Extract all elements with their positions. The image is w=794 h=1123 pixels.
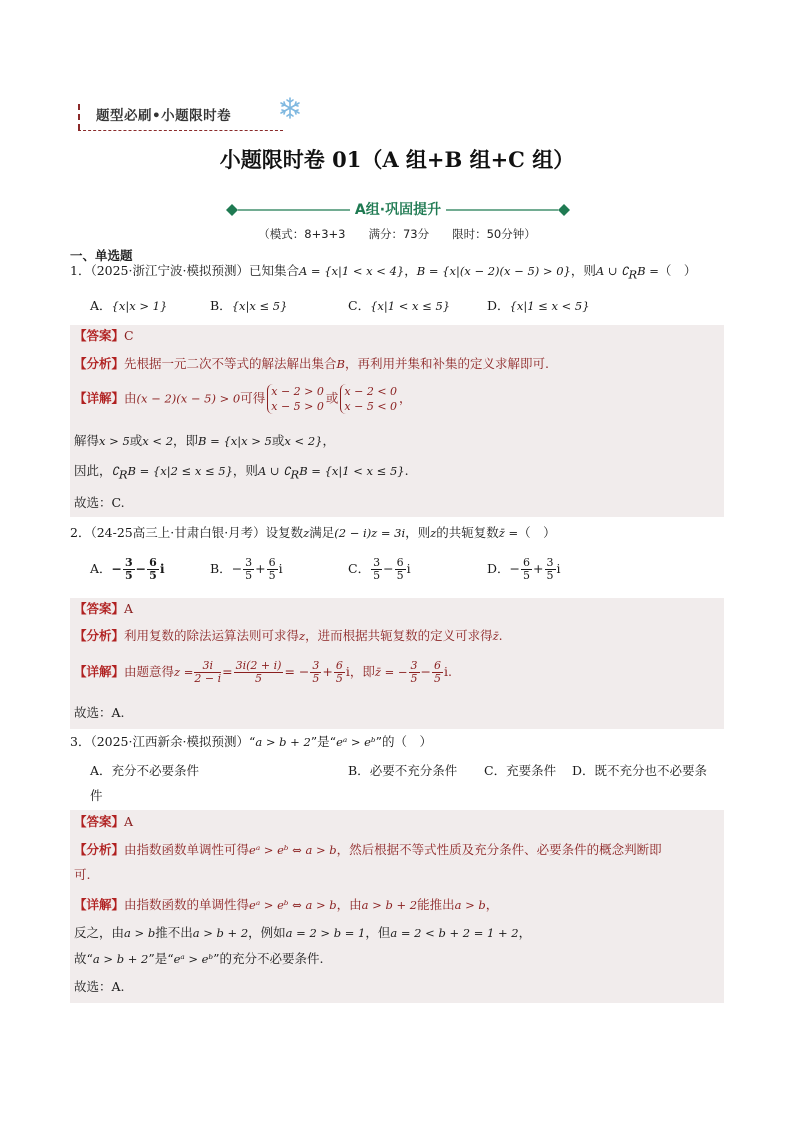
detail-op: = − xyxy=(284,664,310,679)
option-letter: C． xyxy=(348,298,371,313)
q1-union: A ∪ ∁ xyxy=(595,264,629,278)
option-op: + xyxy=(255,561,266,576)
frac-den: 5 xyxy=(523,569,531,582)
option-sign: − xyxy=(231,561,243,576)
detail-fraction xyxy=(194,660,221,685)
analysis-math2: z̄ xyxy=(492,629,499,643)
detail-math: (x − 2)(x − 5) > 0 xyxy=(136,391,241,406)
option-text: {x|1 < x ≤ 5} xyxy=(370,299,451,313)
q2-math: z xyxy=(430,526,437,540)
system-2-bottom: x − 5 < 0 xyxy=(344,400,398,413)
option-text: {x|x > 1} xyxy=(111,299,168,313)
detail-op: − xyxy=(420,664,431,679)
detail-math: eᵃ > eᵇ xyxy=(173,952,214,966)
q3-option-b[interactable] xyxy=(348,761,457,779)
detail-fraction xyxy=(432,660,443,685)
option-fraction xyxy=(395,557,406,582)
detail-math: B = {x|1 < x ≤ 5} xyxy=(299,464,405,478)
analysis-tag: 【分析】 xyxy=(74,842,125,857)
frac-num: 6 xyxy=(335,659,343,672)
q1-option-a[interactable] xyxy=(90,296,167,314)
detail-text: 由指数函数的单调性得 xyxy=(124,897,250,912)
q2-paren: （ ） xyxy=(518,525,556,540)
option-text: 充分不必要条件 xyxy=(111,763,200,778)
detail-text: 解得 xyxy=(74,433,100,448)
system-1 xyxy=(267,384,324,414)
q3-answer xyxy=(74,813,133,831)
q2-text: 的共轭复数 xyxy=(436,525,499,540)
option-letter: C． xyxy=(348,561,371,576)
q1-analysis xyxy=(74,355,549,373)
option-sign: − xyxy=(111,561,123,576)
frac-den: 5 xyxy=(125,569,133,582)
option-text: 件 xyxy=(90,788,103,803)
question-3-stem xyxy=(70,733,730,751)
section-title: 一、单选题 xyxy=(70,248,133,263)
option-text: {x|x ≤ 5} xyxy=(231,299,288,313)
frac-num: 6 xyxy=(523,556,531,569)
q3-stem-text: 3．（2025·江西新余·模拟预测）“ xyxy=(70,734,256,749)
detail-text: 能推出 xyxy=(417,897,455,912)
detail-math: x < 2 xyxy=(142,434,174,448)
q2-text: ，则 xyxy=(405,525,431,540)
detail-math: x < 2} xyxy=(284,434,323,448)
q1-detail-line1 xyxy=(74,384,412,414)
q2-analysis xyxy=(74,627,503,645)
analysis-text: 由指数函数单调性可得 xyxy=(124,842,250,857)
q2-math: z xyxy=(303,526,310,540)
detail-text: 故“ xyxy=(74,951,93,966)
detail-tag: 【详解】 xyxy=(74,390,125,406)
group-divider xyxy=(220,200,576,220)
detail-i: i xyxy=(444,664,448,679)
detail-math: z̄ = − xyxy=(374,665,408,679)
header-left-bar xyxy=(78,104,80,130)
frac-num: 3 xyxy=(546,556,554,569)
q3-math: a > b + 2 xyxy=(255,735,311,749)
answer-value: C xyxy=(124,328,134,343)
q1-set-b: B = {x|(x − 2)(x − 5) > 0} xyxy=(416,264,571,278)
frac-den: 2 − i xyxy=(194,672,222,685)
detail-math: x > 5 xyxy=(99,434,130,448)
frac-den: 5 xyxy=(373,569,381,582)
detail-sub: R xyxy=(118,467,128,482)
system-1-bottom: x − 5 > 0 xyxy=(271,400,324,413)
detail-math: z = xyxy=(174,665,194,679)
option-letter: D． xyxy=(487,561,510,576)
option-fraction xyxy=(371,557,382,582)
q3-analysis xyxy=(74,841,722,859)
option-text: {x|1 ≤ x < 5} xyxy=(509,299,590,313)
option-fraction xyxy=(545,557,556,582)
answer-tag: 【答案】 xyxy=(74,601,125,616)
analysis-tag: 【分析】 xyxy=(74,628,125,643)
option-fraction xyxy=(521,557,532,582)
q2-choose: 故选：A. xyxy=(74,705,125,720)
analysis-text2: ，再利用并集和补集的定义求解即可. xyxy=(344,356,549,371)
q2-math: z̄ = xyxy=(498,526,519,540)
option-fraction xyxy=(267,557,278,582)
analysis-math: B xyxy=(336,357,345,371)
detail-text: ”的充分不必要条件. xyxy=(213,951,324,966)
frac-num: 3 xyxy=(125,556,133,569)
detail-text: ”是“ xyxy=(148,951,174,966)
answer-tag: 【答案】 xyxy=(74,814,125,829)
analysis-math: eᵃ > eᵇ ⇔ a > b xyxy=(249,843,337,857)
detail-text: 或 xyxy=(325,390,339,406)
q1-stem-text: 1．（2025·浙江宁波·模拟预测）已知集合 xyxy=(70,263,299,278)
option-letter: B． xyxy=(210,298,232,313)
question-1-stem xyxy=(70,262,730,284)
group-label: A组·巩固提升 xyxy=(354,202,442,218)
q1-detail-line2 xyxy=(74,432,335,450)
q1-paren: （ ） xyxy=(658,263,697,278)
analysis-text: 先根据一元二次不等式的解法解出集合 xyxy=(124,356,337,371)
q2-stem-text: 2．（24-25高三上·甘肃白银·月考）设复数 xyxy=(70,525,304,540)
system-2 xyxy=(340,384,397,414)
question-2-stem xyxy=(70,524,730,542)
analysis-text: 利用复数的除法运算法则可求得 xyxy=(124,628,300,643)
option-sign: − xyxy=(509,561,521,576)
detail-math: a > b xyxy=(124,926,156,940)
q1-b-eq: B = xyxy=(637,264,659,278)
q1-solution-box xyxy=(70,325,724,517)
option-i: i xyxy=(556,561,561,576)
option-letter: A． xyxy=(90,763,112,778)
option-op: − xyxy=(135,561,147,576)
option-letter: A． xyxy=(90,561,112,576)
detail-op: + xyxy=(322,664,333,679)
option-letter: B． xyxy=(348,763,370,778)
detail-math: a = 2 > b = 1 xyxy=(285,926,366,940)
q3-text: ”的（ ） xyxy=(375,734,432,749)
system-2-top: x − 2 < 0 xyxy=(344,385,398,398)
detail-text: ，但 xyxy=(365,925,391,940)
frac-den: 5 xyxy=(335,672,343,685)
detail-text: ， xyxy=(518,925,532,940)
header-tag: 题型必刷•小题限时卷 xyxy=(96,108,232,124)
q3-option-d[interactable] xyxy=(572,761,707,779)
detail-text: ，即 xyxy=(173,433,199,448)
frac-den: 5 xyxy=(434,672,441,685)
q3-option-c[interactable] xyxy=(484,761,556,779)
frac-den: 5 xyxy=(410,672,418,685)
detail-fraction xyxy=(234,660,284,685)
q2-option-d[interactable] xyxy=(487,557,561,582)
detail-text: ， xyxy=(399,390,412,406)
option-op: + xyxy=(533,561,544,576)
frac-num: 6 xyxy=(434,659,441,672)
detail-tag: 【详解】 xyxy=(74,897,125,912)
frac-num: 3 xyxy=(245,556,253,569)
frac-num: 3 xyxy=(312,659,320,672)
detail-text: 或 xyxy=(271,433,285,448)
detail-text: . xyxy=(448,664,452,679)
frac-den: 5 xyxy=(245,569,253,582)
detail-math: ∁ xyxy=(111,464,119,478)
analysis-text2: ，进而根据共轭复数的定义可求得 xyxy=(305,628,493,643)
option-i: i xyxy=(159,561,165,576)
analysis-text2: ，然后根据不等式性质及充分条件、必要条件的概念判断即 xyxy=(336,842,662,857)
q3-math: eᵃ > eᵇ xyxy=(336,735,376,749)
frac-num: 6 xyxy=(149,556,157,569)
q2-option-a[interactable] xyxy=(90,557,165,582)
detail-tag: 【详解】 xyxy=(74,664,125,679)
detail-text: 由题意得 xyxy=(124,664,175,679)
option-fraction xyxy=(147,557,159,582)
detail-text: . xyxy=(404,463,409,478)
frac-num: 3i xyxy=(194,660,221,673)
frac-num: 3 xyxy=(410,659,418,672)
q3-option-a[interactable] xyxy=(90,761,199,779)
detail-op: = xyxy=(222,664,233,679)
q1-option-d[interactable] xyxy=(487,296,590,314)
q1-answer xyxy=(74,327,134,345)
detail-text: 由 xyxy=(124,390,137,406)
frac-den: 5 xyxy=(546,569,554,582)
q2-answer xyxy=(74,600,133,618)
analysis-tag: 【分析】 xyxy=(74,356,125,371)
detail-i: i xyxy=(345,664,350,679)
detail-text: 或 xyxy=(129,433,143,448)
detail-math: a > b + 2 xyxy=(92,952,149,966)
q3-text: ”是“ xyxy=(310,734,337,749)
option-letter: B． xyxy=(210,561,232,576)
frac-num: 3 xyxy=(373,556,381,569)
frac-den: 5 xyxy=(268,569,276,582)
option-text: 必要不充分条件 xyxy=(369,763,458,778)
detail-text: 推不出 xyxy=(155,925,193,940)
detail-text: 反之，由 xyxy=(74,925,125,940)
detail-text: ，由 xyxy=(336,897,362,912)
q2-text: 满足 xyxy=(309,525,335,540)
detail-text: 因此， xyxy=(74,463,112,478)
detail-math: a = 2 < b + 2 = 1 + 2 xyxy=(390,926,519,940)
exam-meta: （模式：8+3+3 满分：73分 限时：50分钟） xyxy=(258,227,536,241)
detail-text: ， xyxy=(322,433,335,448)
option-fraction xyxy=(123,557,135,582)
option-letter: D． xyxy=(487,298,510,313)
answer-tag: 【答案】 xyxy=(74,328,125,343)
detail-sub: R xyxy=(290,467,300,482)
q1-sub: R xyxy=(628,267,638,282)
option-i: i xyxy=(278,561,283,576)
option-op: − xyxy=(383,561,394,576)
q1-detail-line3 xyxy=(74,462,409,484)
frac-num: 3i(2 + i) xyxy=(235,659,282,672)
detail-math: B = {x|x > 5 xyxy=(198,434,272,448)
frac-den: 5 xyxy=(149,569,157,582)
detail-text: ，即 xyxy=(349,664,375,679)
frac-den: 5 xyxy=(255,672,263,685)
detail-math: eᵃ > eᵇ ⇔ a > b xyxy=(249,898,337,912)
detail-fraction xyxy=(334,660,345,685)
analysis-text3: . xyxy=(498,628,503,643)
option-letter: C． xyxy=(484,763,507,778)
detail-math: A ∪ ∁ xyxy=(257,464,291,478)
detail-math: a > b xyxy=(454,898,486,912)
option-letter: D． xyxy=(572,763,595,778)
option-text: 充要条件 xyxy=(506,763,557,778)
option-i: i xyxy=(406,561,411,576)
q1-option-c[interactable] xyxy=(348,296,450,314)
q3-option-d-wrap xyxy=(90,786,103,804)
system-1-top: x − 2 > 0 xyxy=(271,385,324,398)
detail-math: a > b + 2 xyxy=(361,898,418,912)
answer-value: A xyxy=(124,814,134,829)
q3-choose: 故选：A. xyxy=(74,979,125,994)
q2-option-b[interactable] xyxy=(210,557,283,582)
option-letter: A． xyxy=(90,298,112,313)
q1-sep2: ，则 xyxy=(570,263,596,278)
detail-text: ， xyxy=(485,897,499,912)
frac-den: 5 xyxy=(312,672,320,685)
q1-set-a: A = {x|1 < x < 4} xyxy=(298,264,405,278)
q3-analysis-wrap: 可. xyxy=(74,867,91,882)
detail-fraction xyxy=(409,660,420,685)
frac-num: 6 xyxy=(396,556,404,569)
analysis-math: z xyxy=(299,629,306,643)
detail-math: a > b + 2 xyxy=(192,926,249,940)
detail-text: 可得 xyxy=(240,390,266,406)
q3-detail-line1 xyxy=(74,896,498,914)
q2-math: (2 − i)z = 3i xyxy=(334,526,406,540)
answer-value: A xyxy=(124,601,134,616)
header-underline xyxy=(78,130,283,131)
q3-detail-line3 xyxy=(74,950,323,968)
snowflake-icon xyxy=(278,96,302,120)
detail-fraction xyxy=(310,660,321,685)
q1-option-b[interactable] xyxy=(210,296,287,314)
page-title: 小题限时卷 01（A 组+B 组+C 组） xyxy=(219,147,575,172)
detail-text: ，例如 xyxy=(248,925,286,940)
q1-sep: ， xyxy=(404,263,417,278)
detail-text: ，则 xyxy=(232,463,258,478)
q2-option-c[interactable] xyxy=(348,557,411,582)
frac-num: 6 xyxy=(268,556,276,569)
detail-math: B = {x|2 ≤ x ≤ 5} xyxy=(127,464,233,478)
option-fraction xyxy=(243,557,254,582)
frac-den: 5 xyxy=(396,569,404,582)
q1-choose: 故选：C. xyxy=(74,495,125,510)
option-text: 既不充分也不必要条 xyxy=(594,763,708,778)
q2-detail xyxy=(74,660,452,685)
q3-detail-line2 xyxy=(74,924,531,942)
